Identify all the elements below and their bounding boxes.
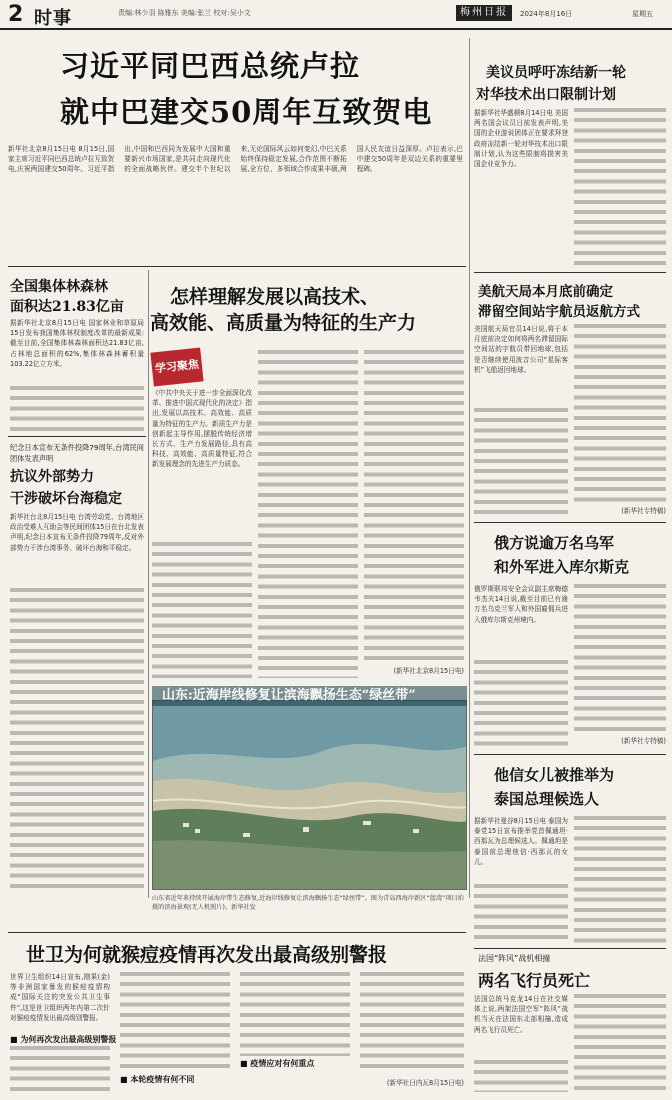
us-chips-body-col-2 [574, 108, 666, 268]
france-body: 法国总统马克龙14日在社交媒体上说,两架法国空军“阵风”战机当天在法国东北部相撞,造成两名飞行员死亡。 [474, 995, 568, 1034]
divider [474, 754, 666, 755]
thailand-body: 据新华社曼谷8月15日电 泰国为泰党15日宣布推举党首佩通坦·西那瓦为总理候选人。佩通坦是泰国前总理他信·西那瓦的女儿。 [474, 817, 568, 866]
anniversary-body-continued [10, 588, 144, 888]
mpox-subhead-3: ■ 疫情应对有何重点 [240, 1058, 315, 1068]
russia-headline-line-2: 和外军进入库尔斯克 [494, 558, 630, 576]
productivity-body-col-2 [258, 350, 358, 678]
photo-caption: 山东省近年来持续开展海岸带生态修复,近海岸线修复让滨海飘扬生态“绿丝带”。图为青岛西海岸新区“蓝湾”项目拍摄的滨海景观(无人机照片)。新华社发 [152, 895, 464, 911]
masthead [0, 0, 672, 30]
anniversary-body: 新华社台北8月15日电 台湾劳动党、台湾地区政治受难人互助会等民间团体15日在台北发表声明,纪念日本宣布无条件投降79周年,反对外部势力干涉台湾事务、破坏台海和平稳定。 [10, 513, 144, 552]
thailand-body-col-2 [574, 816, 666, 944]
forest-headline-line-2: 面积达21.83亿亩 [10, 299, 124, 315]
russia-body-col-2 [574, 584, 666, 734]
divider [8, 932, 466, 933]
coastline-photo [152, 700, 467, 890]
forest-body: 据新华社北京8月15日电 国家林业和草原局15日发布我国集体林权制度改革的最新成果:截至目前,全国集体林森林面积达21.83亿亩,占林地总面积的62%,集体林森林蓄积量103.22亿立方米。 [10, 319, 144, 368]
divider [474, 948, 666, 949]
us-chips-headline-line-2: 对华技术出口限制计划 [476, 87, 616, 103]
mpox-body-col-4 [360, 972, 464, 1072]
russia-footer: (新华社专特稿) [621, 737, 666, 745]
paper-logo: 梅州日报 [456, 5, 512, 21]
issue-date: 2024年8月16日 [520, 10, 573, 18]
divider [474, 272, 666, 273]
lead-body: 新华社北京8月15日电 8月15日,国家主席习近平同巴西总统卢拉互致贺电,庆祝两国建交50周年。习近平指出,中国和巴西同为发展中大国和重要新兴市场国家,是共同走向现代化的全面战略伙伴。建交半个世纪以来,无论国际风云如何变幻,中巴关系始终保持稳定发展,合作范围不断拓展,全方位、多领域合作成果丰硕,两国人民友谊日益深厚。卢拉表示,巴中建交50周年是双边关系的重要里程碑。 [8, 145, 463, 174]
mpox-headline: 世卫为何就猴痘疫情再次发出最高级别警报 [26, 944, 388, 966]
column-divider [469, 38, 470, 898]
forest-body-continued [10, 386, 144, 432]
boeing-body-continued [474, 408, 568, 516]
us-chips-body: 据新华社华盛顿8月14日电 美国两名国会议员日前发表声明,美国的企业游说团体正在要求拜登政府冻结新一轮对华技术出口限制计划,认为这些限制将损害美国企业竞争力。 [474, 109, 568, 169]
page-number: 2 [8, 2, 24, 27]
productivity-body-col-3 [364, 350, 464, 664]
russia-body-continued [474, 660, 568, 750]
anniversary-headline-line-3: 干涉破坏台海稳定 [10, 491, 122, 507]
forest-headline-line-1: 全国集体林森林 [10, 279, 108, 295]
thailand-body-continued [474, 884, 568, 944]
thailand-headline-line-1: 他信女儿被推举为 [494, 766, 615, 784]
divider [8, 266, 466, 267]
boeing-footer: (新华社专特稿) [621, 507, 666, 515]
coastline-aerial-image [153, 701, 467, 890]
productivity-headline-line-1: 怎样理解发展以高技术、 [170, 286, 380, 308]
france-prefix: 法国“阵风”战机相撞 [478, 954, 551, 963]
productivity-headline-line-2: 高效能、高质量为特征的生产力 [150, 312, 417, 334]
france-body-continued [474, 1060, 568, 1092]
section-name: 时事 [34, 8, 72, 29]
mpox-subhead-1: ■ 为何再次发出最高级别警报 [10, 1034, 117, 1044]
russia-body: 俄罗斯联邦安全会议副主席梅德韦杰夫14日说,截至目前已有逾万名乌克兰军人和外国雇佣兵进入俄库尔斯克州境内。 [474, 585, 568, 624]
mpox-body: 世界卫生组织14日宣布,刚果(金)等非洲国家暴发的猴痘疫情构成“国际关注的突发公共卫生事件”,这是世卫组织两年内第二次针对猴痘疫情发出最高级别警报。 [10, 973, 110, 1022]
divider [474, 522, 666, 523]
productivity-body: 《中共中央关于进一步全面深化改革、推进中国式现代化的决定》指出,发展以高技术、高效能、高质量为特征的生产力。新质生产力是创新起主导作用,摆脱传统经济增长方式、生产力发展路径,具有高科技、高效能、高质量特征,符合新发展理念的先进生产力质态。 [152, 389, 252, 469]
boeing-headline-line-2: 滞留空间站宇航员返航方式 [478, 304, 640, 320]
france-body-col-2 [574, 994, 666, 1092]
mpox-footer: (新华社日内瓦8月15日电) [386, 1079, 464, 1087]
anniversary-headline-line-2: 抗议外部势力 [10, 469, 94, 485]
weekday: 星期五 [632, 10, 653, 18]
thailand-headline-line-2: 泰国总理候选人 [494, 790, 600, 808]
anniversary-headline-line-1: 纪念日本宣布无条件投降79周年,台湾民间团体发表声明 [10, 443, 144, 463]
france-headline: 两名飞行员死亡 [478, 971, 591, 990]
boeing-headline-line-1: 美航天局本月底前确定 [478, 284, 613, 300]
lead-headline-line-1: 习近平同巴西总统卢拉 [60, 49, 361, 83]
mpox-subhead-2: ■ 本轮疫情有何不同 [120, 1074, 195, 1084]
divider [8, 436, 146, 437]
productivity-body-col-1 [152, 542, 252, 678]
us-chips-headline-line-1: 美议员呼吁冻结新一轮 [486, 65, 626, 81]
column-divider [148, 270, 149, 898]
boeing-body: 美国航天局官员14日说,将于本月底前决定如何将两名滞留国际空间站的宇航员带回地球,包括是否继续使用波音公司“星际客机”飞船返回地球。 [474, 325, 568, 374]
productivity-footer: (新华社北京8月15日电) [393, 667, 464, 675]
photo-title: 山东:近海岸线修复让滨海飘扬生态“绿丝带” [152, 686, 467, 706]
mpox-body-col-2 [120, 972, 230, 1072]
editors-line: 责编:林少羽 陈雅东 美编:张兰 校对:吴小文 [118, 9, 251, 17]
mpox-body-col-1 [10, 1046, 110, 1094]
boeing-body-col-2 [574, 324, 666, 504]
russia-headline-line-1: 俄方说逾万名乌军 [494, 534, 615, 552]
lead-headline-line-2: 就中巴建交50周年互致贺电 [60, 95, 433, 129]
mpox-body-col-3 [240, 972, 350, 1056]
study-focus-badge: 学习聚焦 [150, 347, 203, 386]
